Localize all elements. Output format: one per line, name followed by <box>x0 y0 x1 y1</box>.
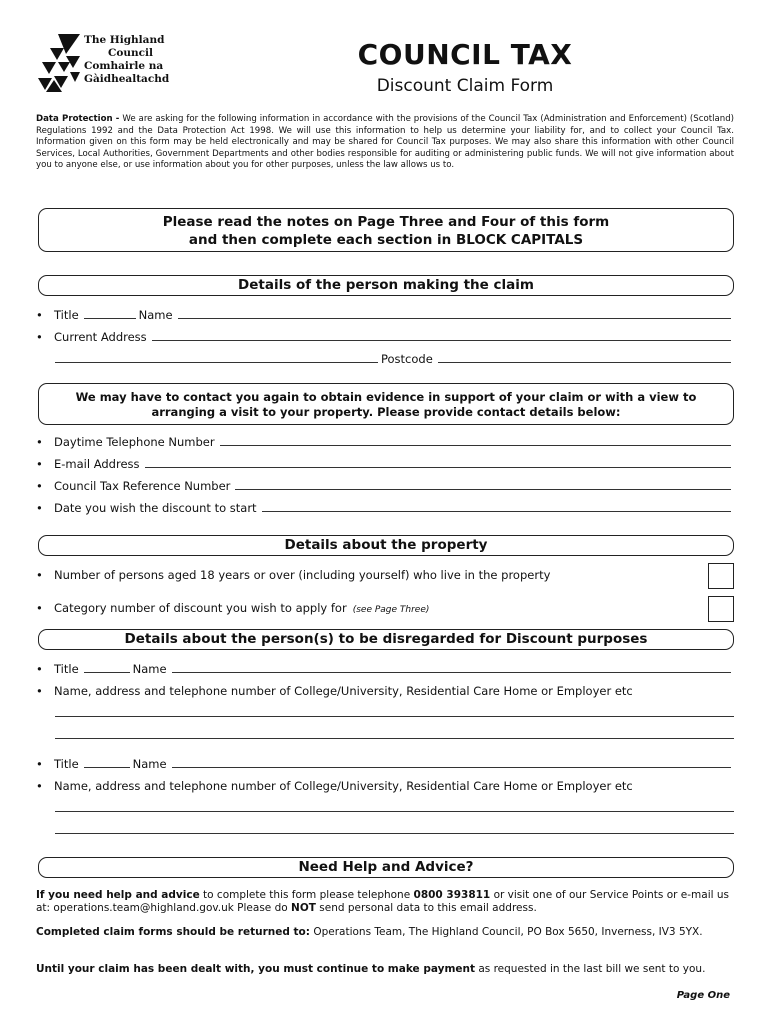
email-field[interactable] <box>145 467 731 468</box>
address-field-line2[interactable] <box>55 362 378 363</box>
name-label: Name <box>132 662 167 676</box>
help-lead: If you need help and advice <box>36 889 200 901</box>
start-date-field[interactable] <box>262 511 731 512</box>
category-label: Category number of discount you wish to apply for <box>54 601 347 615</box>
section-heading-claimant: Details of the person making the claim <box>38 275 734 296</box>
logo-line: The Highland <box>84 34 165 46</box>
title-field[interactable] <box>84 672 130 673</box>
logo-line: Gàidhealtachd <box>84 73 170 85</box>
address-label: Current Address <box>54 330 147 344</box>
help-text: send personal data to this email address. <box>315 902 537 914</box>
name-label: Name <box>138 308 173 322</box>
instructions-line: and then complete each section in BLOCK CAPITALS <box>188 232 584 248</box>
name-label: Name <box>132 757 167 771</box>
highland-logo-icon <box>36 32 82 94</box>
help-text: or visit one of our Service Points or e-mail us at: operations.team@highland.gov.uk Please do <box>36 889 730 914</box>
disregarded-2-title-name-row: • Title Name <box>36 755 734 771</box>
details-label: Name, address and telephone number of College/University, Residential Care Home or Employer etc <box>54 779 633 793</box>
postcode-field[interactable] <box>438 362 731 363</box>
name-field[interactable] <box>172 767 731 768</box>
claimant-address-row: • Current Address <box>36 328 734 344</box>
disregarded-2-details-row: • Name, address and telephone number of College/University, Residential Care Home or Employer etc <box>36 779 633 793</box>
logo-line: Comhairle na <box>84 60 164 72</box>
section-heading-disregarded: Details about the person(s) to be disregarded for Discount purposes <box>38 629 734 650</box>
payment-paragraph <box>36 963 734 976</box>
contact-notice-line: arranging a visit to your property. Please provide contact details below: <box>151 405 621 419</box>
reference-label: Council Tax Reference Number <box>54 479 231 493</box>
address-field[interactable] <box>152 340 731 341</box>
persons-row: • Number of persons aged 18 years or over (including yourself) who live in the property <box>36 568 551 582</box>
start-date-label: Date you wish the discount to start <box>54 501 257 515</box>
data-protection-notice <box>36 114 734 172</box>
instructions-box <box>38 208 734 252</box>
persons-count-box[interactable] <box>708 563 734 589</box>
details-label: Name, address and telephone number of College/University, Residential Care Home or Employer etc <box>54 684 633 698</box>
details-field-line[interactable] <box>55 811 734 812</box>
data-protection-label: Data Protection - <box>36 114 120 124</box>
return-address-paragraph <box>36 926 734 939</box>
details-field-line[interactable] <box>55 833 734 834</box>
claimant-title-name-row: • Title Name <box>36 306 734 322</box>
contact-notice-box <box>38 383 734 425</box>
title-label: Title <box>54 662 79 676</box>
return-lead: Completed claim forms should be returned to: <box>36 926 310 938</box>
contact-notice-line: We may have to contact you again to obtain evidence in support of your claim or with a view to <box>75 390 697 404</box>
daytime-phone-field[interactable] <box>220 445 731 446</box>
help-text: to complete this form please telephone <box>199 889 414 901</box>
help-phone: 0800 393811 <box>413 889 491 901</box>
category-number-box[interactable] <box>708 596 734 622</box>
postcode-label: Postcode <box>381 352 433 366</box>
name-field[interactable] <box>178 318 731 319</box>
help-not: NOT <box>291 902 316 914</box>
title-label: Title <box>54 308 79 322</box>
details-field-line[interactable] <box>55 738 734 739</box>
title-field[interactable] <box>84 767 130 768</box>
council-logo <box>36 32 176 96</box>
category-row: • Category number of discount you wish to apply for (see Page Three) <box>36 601 430 615</box>
claimant-address-postcode-row <box>55 350 734 366</box>
title-field[interactable] <box>84 318 136 319</box>
form-title: COUNCIL TAX <box>357 38 573 71</box>
help-paragraph <box>36 889 734 915</box>
email-label: E-mail Address <box>54 457 140 471</box>
details-field-line[interactable] <box>55 716 734 717</box>
payment-lead: Until your claim has been dealt with, you must continue to make payment <box>36 963 475 975</box>
payment-text: as requested in the last bill we sent to you. <box>475 963 706 975</box>
persons-label: Number of persons aged 18 years or over (including yourself) who live in the property <box>54 568 551 582</box>
start-date-row: • Date you wish the discount to start <box>36 499 734 515</box>
disregarded-1-title-name-row: • Title Name <box>36 660 734 676</box>
daytime-phone-row: • Daytime Telephone Number <box>36 433 734 449</box>
return-text: Operations Team, The Highland Council, PO Box 5650, Inverness, IV3 5YX. <box>309 926 703 938</box>
data-protection-text: We are asking for the following information in accordance with the provisions of the Council Tax (Administration and Enforcement) (Scotland) Regulations 1992 and the Data Protection Act 1998. We will use this information to help us determine your liability for, and to collect your Council Tax. Information given on this form may be held electronically and may be shared for Council Tax purposes. We may also share this information with other Council Services, Local Authorities, Government Departments and other bodies responsible for auditing or administering public funds. We will not give information about you to anyone else, or use information about you for other purposes, unless the law allows us to. <box>36 114 734 171</box>
page-number: Page One <box>676 990 730 1001</box>
instructions-line: Please read the notes on Page Three and Four of this form <box>162 214 610 230</box>
name-field[interactable] <box>172 672 731 673</box>
disregarded-1-details-row: • Name, address and telephone number of College/University, Residential Care Home or Employer etc <box>36 684 633 698</box>
reference-row: • Council Tax Reference Number <box>36 477 734 493</box>
section-heading-help: Need Help and Advice? <box>38 857 734 878</box>
form-subtitle: Discount Claim Form <box>376 76 554 96</box>
reference-field[interactable] <box>235 489 731 490</box>
category-note: (see Page Three) <box>352 605 430 615</box>
daytime-phone-label: Daytime Telephone Number <box>54 435 215 449</box>
email-row: • E-mail Address <box>36 455 734 471</box>
section-heading-property: Details about the property <box>38 535 734 556</box>
logo-line: Council <box>108 47 153 59</box>
title-label: Title <box>54 757 79 771</box>
